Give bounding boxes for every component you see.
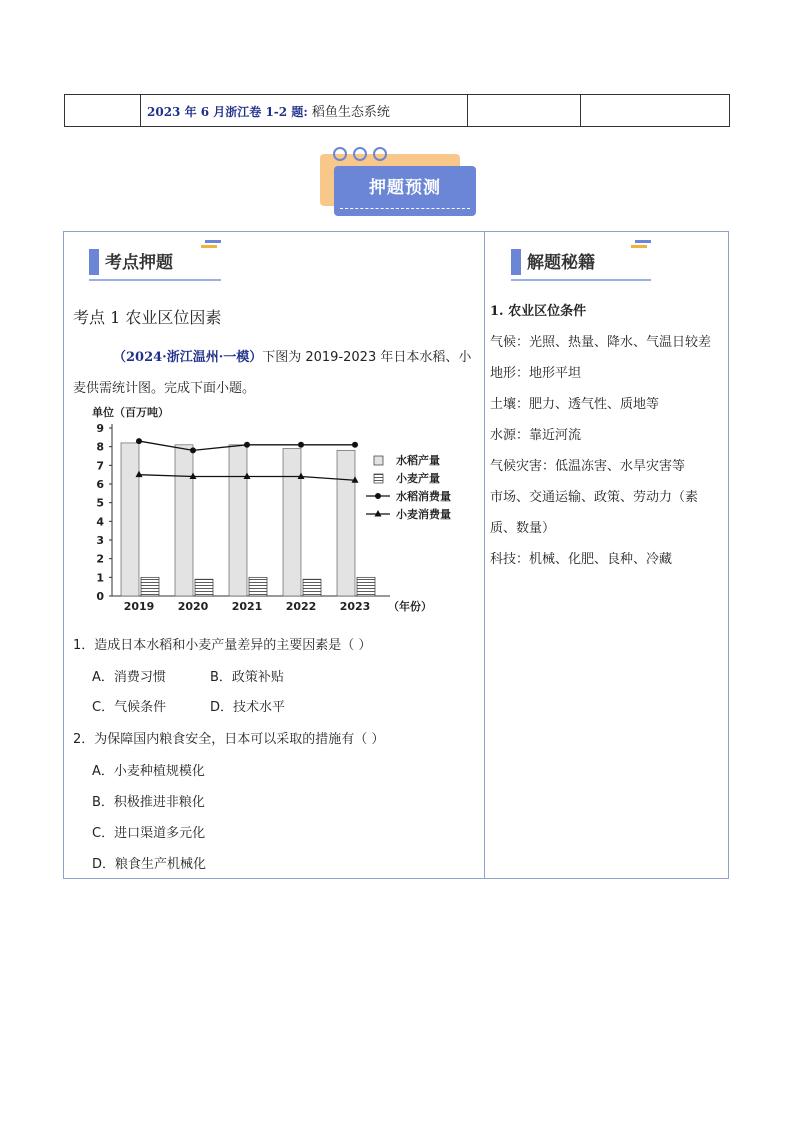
chart-y-tick-label: 1 [96, 571, 104, 585]
rice-production-bar [283, 449, 301, 596]
wheat-production-bar [195, 579, 213, 596]
exam-topic: 稻鱼生态系统 [311, 105, 390, 120]
chart-x-unit-label: （年份） [388, 600, 432, 613]
answer-option[interactable]: B．积极推进非粮化 [92, 795, 205, 810]
tips-column [490, 296, 722, 575]
tips-line: 市场、交通运输、政策、劳动力（素质、数量） [490, 490, 699, 536]
wheat-production-bar [249, 577, 267, 596]
top-table-cell-title [141, 95, 468, 127]
chart-y-tick-label: 5 [96, 496, 104, 510]
rice-consumption-point [136, 438, 142, 444]
rice-consumption-point [244, 442, 250, 448]
tips-line: 气候：光照、热量、降水、气温日较差 [490, 335, 712, 350]
rice-production-bar [337, 450, 355, 596]
tips-line: 气候灾害：低温冻害、水旱灾害等 [490, 459, 686, 474]
answer-option[interactable]: A．消费习惯 [92, 670, 166, 685]
header-accent-icon [631, 245, 647, 248]
chart-y-tick-label: 3 [96, 534, 104, 547]
rice-consumption-point [352, 442, 358, 448]
legend-label: 小麦消费量 [396, 508, 451, 521]
chart-x-tick-label: 2021 [231, 600, 263, 613]
header-accent-icon [635, 240, 651, 243]
tips-line: 水源：靠近河流 [490, 428, 582, 443]
chart-y-tick-label: 4 [96, 515, 104, 529]
top-table-cell-empty [468, 95, 581, 127]
section-banner [318, 140, 478, 220]
chart-y-tick-label: 8 [96, 440, 104, 454]
rice-production-bar [175, 445, 193, 596]
banner-title: 押题预测 [369, 178, 441, 198]
question-intro [73, 342, 475, 404]
tips-line: 科技：机械、化肥、良种、冷藏 [490, 552, 673, 567]
right-section-header [511, 247, 651, 279]
right-header-label: 解题秘籍 [527, 253, 595, 273]
chart-y-tick-label: 2 [96, 552, 104, 566]
rice-production-bar [229, 445, 247, 596]
question-stem: 1．造成日本水稻和小麦产量差异的主要因素是（ ） [73, 638, 372, 653]
chart-x-tick-label: 2022 [285, 600, 317, 613]
chart-y-tick-label: 6 [96, 478, 104, 491]
left-section-header [89, 247, 221, 279]
legend-marker [375, 510, 382, 517]
rice-consumption-point [298, 442, 304, 448]
answer-option[interactable]: B．政策补贴 [210, 670, 284, 685]
answer-option[interactable]: D．粮食生产机械化 [92, 857, 207, 872]
header-underline [89, 279, 221, 281]
rice-consumption-point [190, 447, 196, 453]
column-divider [484, 231, 485, 879]
tips-line: 土壤：肥力、透气性、质地等 [490, 397, 660, 412]
question-intro-text: 下图为 2019-2023 年日本水稻、小麦供需统计图。完成下面小题。 [73, 350, 472, 396]
chart-x-tick-label: 2019 [123, 600, 155, 613]
left-header-label: 考点押题 [105, 253, 173, 273]
rice-production-bar [121, 443, 139, 596]
top-table-cell-empty [65, 95, 141, 127]
header-accent-icon [205, 240, 221, 243]
header-accent-icon [201, 245, 217, 248]
wheat-production-bar [303, 579, 321, 596]
legend-label: 水稻消费量 [396, 490, 451, 503]
chart-y-tick-label: 0 [96, 590, 104, 603]
wheat-production-bar [357, 577, 375, 596]
supply-demand-chart [84, 402, 464, 616]
tips-lines [490, 327, 722, 575]
chart-unit-label: 单位（百万吨） [92, 406, 169, 419]
chart-y-tick-label: 9 [96, 422, 104, 435]
chart-y-tick-label: 7 [96, 459, 104, 473]
legend-marker [375, 493, 381, 499]
legend-swatch [374, 456, 383, 465]
answer-option[interactable]: D．技术水平 [210, 700, 286, 715]
legend-label: 水稻产量 [396, 454, 440, 467]
exam-reference: 2023 年 6 月浙江卷 1-2 题: [147, 105, 308, 119]
legend-swatch [374, 474, 383, 483]
answer-option[interactable]: C．气候条件 [92, 700, 167, 715]
tips-title: 1. 农业区位条件 [490, 304, 587, 319]
tips-line: 地形：地形平坦 [490, 366, 582, 381]
header-bar-icon [511, 249, 521, 275]
banner-rings-icon [330, 142, 390, 162]
chart-x-tick-label: 2023 [339, 600, 371, 613]
header-bar-icon [89, 249, 99, 275]
answer-option[interactable]: C．进口渠道多元化 [92, 826, 206, 841]
question-stem: 2．为保障国内粮食安全，日本可以采取的措施有（ ） [73, 732, 385, 747]
top-table-cell-empty [581, 95, 730, 127]
kaodian-title: 考点 1 农业区位因素 [73, 308, 222, 327]
question-source: （2024·浙江温州·一模） [113, 350, 263, 365]
legend-label: 小麦产量 [396, 472, 440, 485]
wheat-production-bar [141, 577, 159, 596]
top-table [64, 94, 730, 127]
chart-x-tick-label: 2020 [177, 600, 209, 613]
answer-option[interactable]: A．小麦种植规模化 [92, 764, 205, 779]
header-underline [511, 279, 651, 281]
